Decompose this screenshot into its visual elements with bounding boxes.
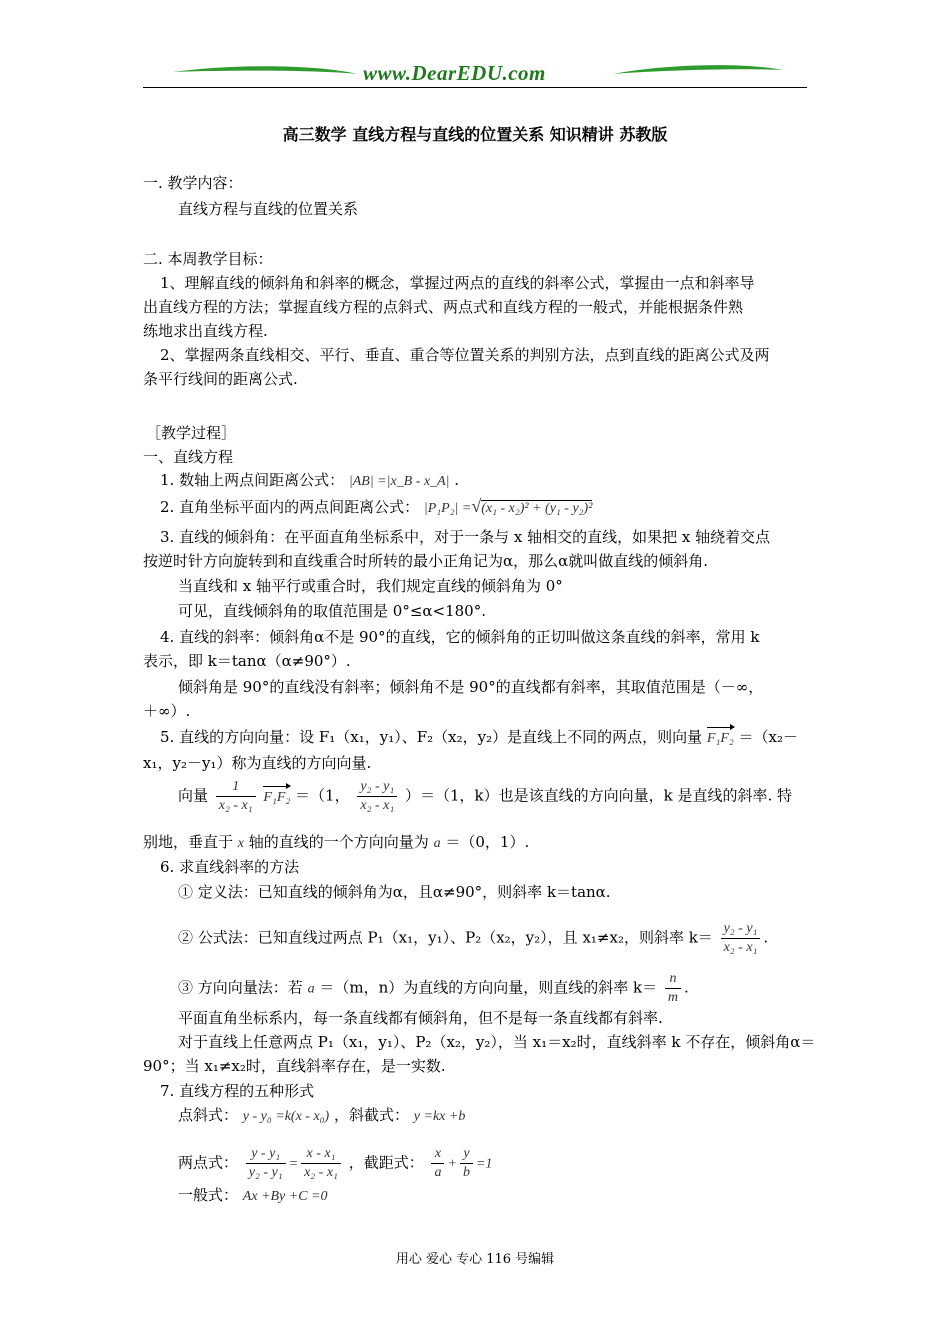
frac-num: x - x₁ [301,1145,341,1164]
intercept-tail: =1 [475,1156,493,1172]
item5-text-a-end: ＝（x₂－ [738,728,799,746]
item6-formula-text: ② 公式法：已知直线过两点 P₁（x₁，y₁）、P₂（x₂，y₂），且 x₁≠x₂，则斜率 k＝ [178,928,713,947]
item3-line2: 按逆时针方向旋转到和直线重合时所转的最小正角记为α，那么α就叫做直线的倾斜角. [143,552,709,570]
math-a-2: a [307,981,315,997]
two-point-label: 两点式： [178,1153,239,1172]
two-point-right-fraction [301,1145,341,1182]
sqrt-icon: √ [471,496,482,516]
item6-vector-method: ③ 方向向量法：若 a ＝（m，n）为直线的方向向量，则直线的斜率 k＝ $\frac{n}{m}$ . [178,971,689,1005]
slope-intercept-label: ，斜截式： [333,1106,409,1124]
line-equation-heading: 一、直线方程 [143,448,234,466]
item6-definition-method: ① 定义法：已知直线的倾斜角为α，且α≠90°，则斜率 k＝tanα. [178,883,611,901]
frac-num: y - y₁ [246,1145,286,1164]
item4-line2: 表示，即 k＝tanα（α≠90°）. [143,652,351,670]
item4-note-line1: 倾斜角是 90°的直线没有斜率；倾斜角不是 90°的直线都有斜率，其取值范围是（－∞， [178,678,764,696]
section1-content: 直线方程与直线的位置关系 [178,200,359,218]
item1-axis-distance: 1. 数轴上两点间距离公式： |AB| =|x_B - x_A| . [160,471,460,489]
section2-heading: 二. 本周教学目标： [143,250,273,268]
item5-text-c-pre: 向量 [178,786,209,805]
intercept-y-fraction [460,1145,473,1182]
two-point-left-fraction [246,1145,286,1182]
item5-text-d-end: ＝（0，1）. [445,833,530,851]
section1-heading: 一. 教学内容： [143,174,243,192]
frac-den: x₂ - x₁ [218,798,253,813]
frac-den: x₂ - x₁ [304,1165,338,1180]
frac-num: 1 [216,778,256,797]
frac-num: x [431,1145,444,1164]
p1p2-root: (x₁ - x₂)² + (y₁ - y₂)² [481,501,593,516]
item6-heading: 6. 求直线斜率的方法 [160,858,300,876]
goal1-line1: 1、理解直线的倾斜角和斜率的概念，掌握过两点的直线的斜率公式，掌握由一点和斜率导 [160,274,755,292]
item6-vector-text-pre: ③ 方向向量法：若 [178,978,303,997]
goal2-line2: 条平行线间的距离公式. [143,370,298,388]
page-title: 高三数学 直线方程与直线的位置关系 知识精讲 苏教版 [282,125,668,144]
forms-line1 [178,1105,465,1127]
item5-line2: x₁，y₂－y₁）称为直线的方向向量. [143,754,372,772]
item6-formula-method: ② 公式法：已知直线过两点 P₁（x₁，y₁）、P₂（x₂，y₂），且 x₁≠x₂，则斜率 k＝ $\frac{\text{y₂ - y₁}}{\text{x₂ - x₁}}$ . [178,921,769,955]
vector-f1f2: F₁F₂ [707,727,734,749]
frac-den: y₂ - y₁ [248,1165,283,1180]
item4-line1: 4. 直线的斜率：倾斜角α不是 90°的直线，它的倾斜角的正切叫做这条直线的斜率，常用 k [160,628,760,646]
fraction-slope-2 [721,920,761,957]
fraction-n-over-m [665,970,681,1007]
header-banner [143,58,807,90]
item5-text-d-post: 轴的直线的一个方向向量为 [248,833,429,851]
ab-distance-formula: |AB| =|x_B - x_A| [348,474,450,489]
frac-num: y₂ - y₁ [357,778,397,797]
general-form-formula: Ax +By +C =0 [242,1189,328,1204]
goal2-line1: 2、掌握两条直线相交、平行、垂直、重合等位置关系的判别方法，点到直线的距离公式及两 [160,346,770,364]
item3-note2: 可见，直线倾斜角的取值范围是 0°≤α<180°. [178,602,486,620]
item6-note1: 平面直角坐标系内，每一条直线都有倾斜角，但不是每一条直线都有斜率. [178,1009,663,1027]
intercept-label: ，截距式： [348,1153,424,1172]
frac-den: a [434,1165,442,1180]
item5-text-d-pre: 别地，垂直于 [143,833,234,851]
item2-label: 2. 直角坐标平面内的两点间距离公式： [160,498,420,516]
item3-line1: 3. 直线的倾斜角：在平面直角坐标系中，对于一条与 x 轴相交的直线，如果把 x 轴绕着交点 [160,528,771,546]
process-bracket-heading: ［教学过程］ [146,424,237,442]
item6-vector-text-post: ＝（m，n）为直线的方向向量，则直线的斜率 k＝ [319,978,658,997]
forms-line3 [178,1185,328,1207]
site-logo[interactable]: www.DearEDU.com [363,61,546,85]
item5-line3 [178,778,792,815]
item5-text-a: 5. 直线的方向向量：设 F₁（x₁，y₁）、F₂（x₂，y₂）是直线上不同的两点，则向量 [160,728,703,746]
intercept-x-fraction [431,1145,444,1182]
item3-note1: 当直线和 x 轴平行或重合时，我们规定直线的倾斜角为 0° [178,577,563,595]
forms-line2: 两点式： $\frac{\text{y - y₁}}{\text{y₂ - y₁}}$ = $\frac{\text{x - x₁}}{\text{x₂ - x₁}}$ ，截距式： $\frac{x}{a}$ + $\frac{y}{b}$ =1 [178,1146,493,1180]
frac-num: n [665,970,681,989]
frac-den: x₂ - x₁ [723,940,758,955]
point-slope-label: 点斜式： [178,1106,239,1124]
frac-num: y [460,1145,473,1164]
frac-num: y₂ - y₁ [721,920,761,939]
item5-text-c-post: ）＝（1，k）也是该直线的方向向量，k 是直线的斜率. 特 [404,786,792,805]
item6-note2-line2: 90°；当 x₁≠x₂时，直线斜率存在，是一实数. [143,1057,446,1075]
point-slope-formula: y - y₀ =k(x - x₀) [242,1109,330,1124]
item5-text-c-mid: ＝（1， [295,786,350,805]
goal1-line3: 练地求出直线方程. [143,322,268,340]
goal1-line2: 出直线方程的方法；掌握直线方程的点斜式、两点式和直线方程的一般式，并能根据条件熟 [143,298,744,316]
p1p2-left: |P₁P₂| = [423,501,472,516]
item7-heading: 7. 直线方程的五种形式 [160,1082,315,1100]
frac-den: m [667,990,678,1005]
fraction-slope [357,778,397,815]
fraction-one-over-dx [216,778,256,815]
page-footer: 用心 爱心 专心 116 号编辑 [395,1252,555,1267]
frac-den: b [462,1165,470,1180]
item4-note-line2: ＋∞）. [143,702,191,720]
slope-intercept-formula: y =kx +b [413,1109,466,1124]
item5-line4 [143,832,529,854]
general-form-label: 一般式： [178,1186,239,1204]
header-rule [143,87,807,88]
item6-note2-line1: 对于直线上任意两点 P₁（x₁，y₁）、P₂（x₂，y₂），当 x₁＝x₂时，直线斜率 k 不存在，倾斜角α＝ [178,1033,816,1051]
math-x: x [237,836,245,851]
item2-plane-distance [160,496,592,519]
frac-den: x₂ - x₁ [360,798,395,813]
math-a: a [433,836,441,851]
vector-f1f2-2: F₁F₂ [263,786,290,808]
item5-line1 [160,727,798,749]
item1-label: 1. 数轴上两点间距离公式： [160,471,345,489]
